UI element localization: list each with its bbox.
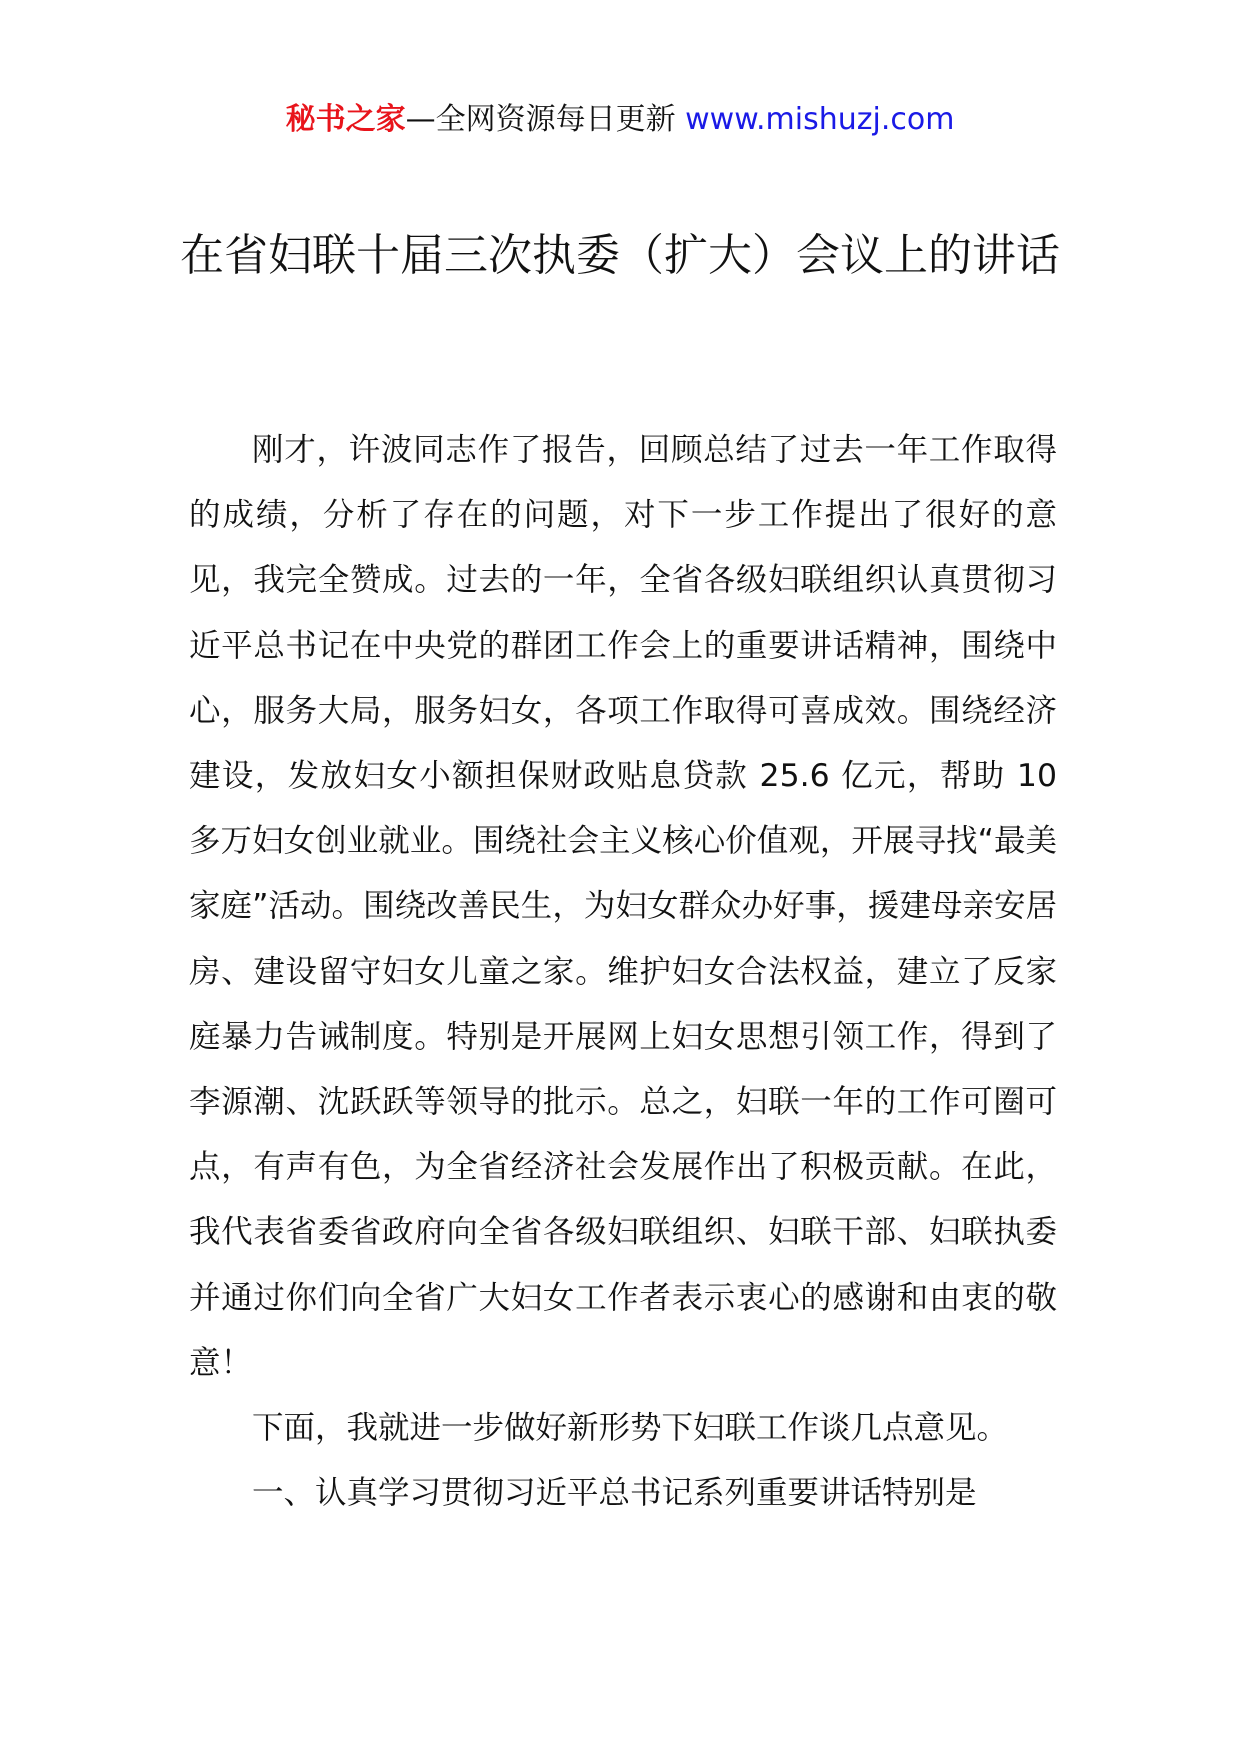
page-header [0, 100, 1240, 140]
paragraph: 下面，我就进一步做好新形势下妇联工作谈几点意见。 [252, 1410, 1009, 1447]
paragraph: 刚才，许波同志作了报告，回顾总结了过去一年工作取得的成绩，分析了存在的问题，对下一步工作提出了很好的意见，我完全赞成。过去的一年，全省各级妇联组织认真贯彻习近平总书记在中央党的群团工作会上的重要讲话精神，围绕中心，服务大局，服务妇女，各项工作取得可喜成效。围绕经济建设，发放妇女小额担保财政贴息贷款 25.6 亿元，帮助 10 多万妇女创业就业。围绕社会主义核心价值观，开展寻找“最美家庭”活动。围绕改善民生，为妇女群众办好事，援建母亲安居房、建设留守妇女儿童之家。维护妇女合法权益，建立了反家庭暴力告诫制度。特别是开展网上妇女思想引领工作，得到了李源潮、沈跃跃等领导的批示。总之，妇联一年的工作可圈可点，有声有色，为全省经济社会发展作出了积极贡献。在此，我代表省委省政府向全省各级妇联组织、妇联干部、妇联执委并通过你们向全省广大妇女工作者表示衷心的感谢和由衷的敬意！ [189, 432, 1057, 1381]
header-brand: 秘书之家 [285, 102, 406, 137]
header-url-link[interactable]: www.mishuzj.com [685, 102, 955, 137]
paragraph: 一、认真学习贯彻习近平总书记系列重要讲话特别是 [252, 1475, 977, 1512]
document-title: 在省妇联十届三次执委（扩大）会议上的讲话 [180, 230, 1060, 281]
header-tagline: —全网资源每日更新 [405, 102, 686, 137]
document-body [189, 418, 1057, 1526]
